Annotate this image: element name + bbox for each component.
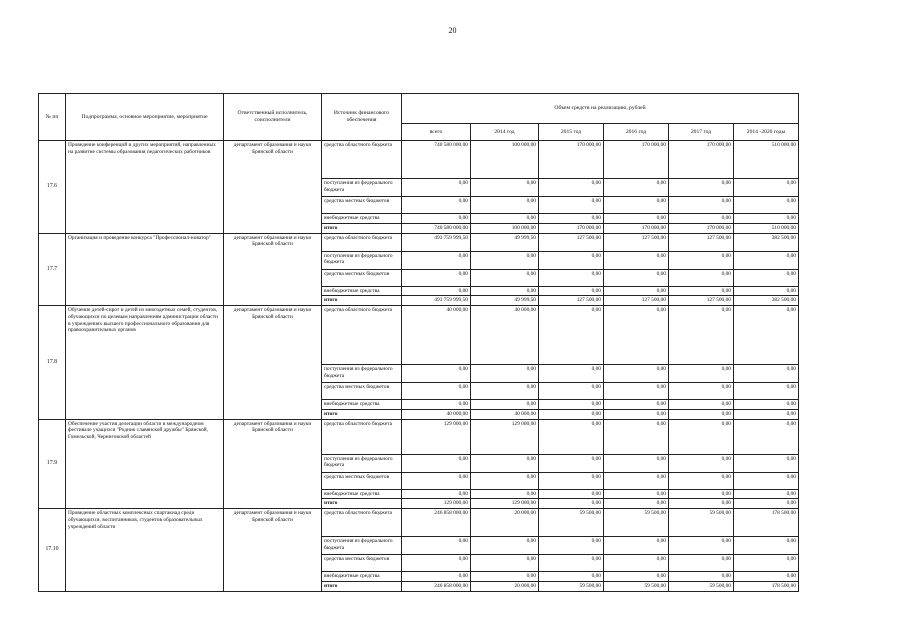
amount-cell: 0,00 <box>604 383 669 400</box>
header-year: 2015 год <box>539 124 604 141</box>
amount-cell: 0,00 <box>604 419 669 454</box>
amount-cell: 0,00 <box>471 572 539 582</box>
amount-cell: 0,00 <box>604 572 669 582</box>
amount-cell: 0,00 <box>604 499 669 509</box>
amount-cell: 0,00 <box>402 472 471 489</box>
amount-cell: 0,00 <box>402 251 471 269</box>
header-num: № пп <box>39 94 66 141</box>
amount-cell: 0,00 <box>734 365 799 383</box>
funding-source: внебюджетные средства <box>322 286 402 296</box>
amount-cell: 100 000,00 <box>471 223 539 233</box>
amount-cell: 0,00 <box>402 454 471 472</box>
amount-cell: 178 500,00 <box>734 509 799 537</box>
amount-cell: 0,00 <box>402 537 471 555</box>
amount-cell: 0,00 <box>734 197 799 214</box>
item-executor: департамент образования и науки Брянской области <box>224 509 322 592</box>
amount-cell: 59 500,00 <box>539 581 604 591</box>
amount-cell: 0,00 <box>402 269 471 286</box>
funding-source: средства местных бюджетов <box>322 269 402 286</box>
funding-source: поступления из федерального бюджета <box>322 179 402 197</box>
amount-cell: 382 500,00 <box>734 233 799 251</box>
budget-table <box>38 93 799 592</box>
amount-cell: 0,00 <box>539 286 604 296</box>
funding-source: итого <box>322 223 402 233</box>
amount-cell: 127 500,00 <box>604 296 669 306</box>
item-description: Проведение областных комплексных спартакиад среди обучающихся, воспитанников, студентов образовательных учреждений области <box>66 509 224 592</box>
amount-cell: 0,00 <box>402 179 471 197</box>
header-executor: Ответственный исполнитель, соисполнители <box>224 94 322 141</box>
amount-cell: 178 500,00 <box>734 581 799 591</box>
amount-cell: 510 000,00 <box>734 223 799 233</box>
amount-cell: 59 500,00 <box>604 581 669 591</box>
amount-cell: 0,00 <box>539 269 604 286</box>
amount-cell: 100 000,00 <box>471 141 539 179</box>
amount-cell: 0,00 <box>669 214 734 224</box>
amount-cell: 49 999,50 <box>471 233 539 251</box>
amount-cell: 0,00 <box>604 306 669 365</box>
amount-cell: 20 000,00 <box>471 581 539 591</box>
amount-cell: 0,00 <box>669 400 734 410</box>
item-executor: департамент образования и науки Брянской области <box>224 233 322 306</box>
amount-cell: 0,00 <box>734 419 799 454</box>
amount-cell: 246 858 000,00 <box>402 509 471 537</box>
amount-cell: 0,00 <box>539 472 604 489</box>
amount-cell: 129 000,00 <box>402 419 471 454</box>
amount-cell: 0,00 <box>471 555 539 572</box>
amount-cell: 0,00 <box>539 409 604 419</box>
table-body <box>39 141 799 592</box>
funding-source: средства местных бюджетов <box>322 383 402 400</box>
amount-cell: 170 000,00 <box>539 141 604 179</box>
amount-cell: 0,00 <box>402 197 471 214</box>
amount-cell: 0,00 <box>402 286 471 296</box>
amount-cell: 0,00 <box>669 286 734 296</box>
amount-cell: 40 000,00 <box>471 306 539 365</box>
amount-cell: 510 000,00 <box>734 141 799 179</box>
amount-cell: 0,00 <box>669 179 734 197</box>
amount-cell: 493 759 999,50 <box>402 296 471 306</box>
amount-cell: 0,00 <box>604 489 669 499</box>
amount-cell: 20 000,00 <box>471 509 539 537</box>
item-executor: департамент образования и науки Брянской области <box>224 141 322 234</box>
amount-cell: 0,00 <box>471 489 539 499</box>
amount-cell: 59 500,00 <box>669 509 734 537</box>
amount-cell: 170 000,00 <box>669 141 734 179</box>
amount-cell: 0,00 <box>539 419 604 454</box>
amount-cell: 0,00 <box>734 400 799 410</box>
amount-cell: 0,00 <box>669 409 734 419</box>
header-year: 2014 -2020 годы <box>734 124 799 141</box>
amount-cell: 0,00 <box>471 383 539 400</box>
amount-cell: 0,00 <box>402 572 471 582</box>
amount-cell: 0,00 <box>604 214 669 224</box>
table-row <box>39 233 799 251</box>
amount-cell: 0,00 <box>734 572 799 582</box>
amount-cell: 127 500,00 <box>604 233 669 251</box>
funding-source: внебюджетные средства <box>322 400 402 410</box>
amount-cell: 0,00 <box>669 419 734 454</box>
amount-cell: 493 759 999,50 <box>402 233 471 251</box>
item-description: Обеспечение участия делегации области в международном фестивале учащихся "Родник славянской дружбы" Брянской, Гомельской, Черниговской областей <box>66 419 224 509</box>
amount-cell: 0,00 <box>669 251 734 269</box>
funding-source: поступления из федерального бюджета <box>322 454 402 472</box>
amount-cell: 59 500,00 <box>604 509 669 537</box>
amount-cell: 0,00 <box>604 179 669 197</box>
funding-source: внебюджетные средства <box>322 572 402 582</box>
header-source: Источник финансового обеспечения <box>322 94 402 141</box>
header-year: 2014 год <box>471 124 539 141</box>
funding-source: поступления из федерального бюджета <box>322 251 402 269</box>
amount-cell: 0,00 <box>604 251 669 269</box>
item-number: 17.9 <box>39 419 66 509</box>
amount-cell: 0,00 <box>471 400 539 410</box>
funding-source: итого <box>322 296 402 306</box>
amount-cell: 0,00 <box>734 286 799 296</box>
amount-cell: 0,00 <box>734 489 799 499</box>
item-number: 17.10 <box>39 509 66 592</box>
header-year: всего <box>402 124 471 141</box>
item-description: Обучение детей-сирот и детей из многодетных семей, студентов, обучающихся по целевым направлениям администрации области в учреждениях высшего профессионального образования для правоохранительных органов <box>66 306 224 420</box>
amount-cell: 0,00 <box>669 499 734 509</box>
amount-cell: 0,00 <box>471 214 539 224</box>
table-row <box>39 141 799 179</box>
amount-cell: 0,00 <box>734 269 799 286</box>
amount-cell: 0,00 <box>604 365 669 383</box>
amount-cell: 170 000,00 <box>604 141 669 179</box>
amount-cell: 0,00 <box>539 454 604 472</box>
amount-cell: 0,00 <box>734 499 799 509</box>
amount-cell: 127 500,00 <box>539 296 604 306</box>
amount-cell: 0,00 <box>539 537 604 555</box>
amount-cell: 129 000,00 <box>402 499 471 509</box>
table-row <box>39 509 799 537</box>
item-executor: департамент образования и науки Брянской области <box>224 306 322 420</box>
funding-source: средства областного бюджета <box>322 509 402 537</box>
funding-source: внебюджетные средства <box>322 214 402 224</box>
amount-cell: 0,00 <box>734 409 799 419</box>
item-number: 17.6 <box>39 141 66 234</box>
funding-source: средства местных бюджетов <box>322 555 402 572</box>
funding-source: поступления из федерального бюджета <box>322 365 402 383</box>
amount-cell: 0,00 <box>539 499 604 509</box>
table-row <box>39 306 799 365</box>
amount-cell: 0,00 <box>539 251 604 269</box>
funding-source: средства областного бюджета <box>322 233 402 251</box>
amount-cell: 0,00 <box>402 383 471 400</box>
amount-cell: 0,00 <box>402 400 471 410</box>
item-number: 17.7 <box>39 233 66 306</box>
amount-cell: 0,00 <box>604 555 669 572</box>
amount-cell: 0,00 <box>734 214 799 224</box>
amount-cell: 40 000,00 <box>402 409 471 419</box>
amount-cell: 0,00 <box>539 197 604 214</box>
amount-cell: 0,00 <box>539 400 604 410</box>
amount-cell: 0,00 <box>734 555 799 572</box>
amount-cell: 129 000,00 <box>471 499 539 509</box>
amount-cell: 0,00 <box>604 269 669 286</box>
item-description: Организация и проведение конкурса "Профессионал-новатор" <box>66 233 224 306</box>
amount-cell: 0,00 <box>402 214 471 224</box>
funding-source: внебюджетные средства <box>322 489 402 499</box>
amount-cell: 0,00 <box>604 286 669 296</box>
amount-cell: 0,00 <box>471 269 539 286</box>
item-number: 17.8 <box>39 306 66 420</box>
amount-cell: 0,00 <box>539 179 604 197</box>
amount-cell: 0,00 <box>734 472 799 489</box>
amount-cell: 0,00 <box>604 537 669 555</box>
amount-cell: 0,00 <box>539 214 604 224</box>
amount-cell: 0,00 <box>539 383 604 400</box>
amount-cell: 0,00 <box>471 537 539 555</box>
amount-cell: 0,00 <box>539 572 604 582</box>
amount-cell: 0,00 <box>471 197 539 214</box>
item-description: Проведение конференций и других мероприятий, направленных на развитие системы образования педагогических работников <box>66 141 224 234</box>
amount-cell: 0,00 <box>669 572 734 582</box>
amount-cell: 0,00 <box>669 489 734 499</box>
amount-cell: 59 500,00 <box>669 581 734 591</box>
amount-cell: 0,00 <box>669 537 734 555</box>
page-number: 20 <box>448 26 457 35</box>
amount-cell: 0,00 <box>471 454 539 472</box>
funding-source: итого <box>322 499 402 509</box>
amount-cell: 0,00 <box>669 365 734 383</box>
amount-cell: 40 000,00 <box>471 409 539 419</box>
amount-cell: 0,00 <box>669 454 734 472</box>
amount-cell: 0,00 <box>471 286 539 296</box>
funding-source: средства местных бюджетов <box>322 197 402 214</box>
amount-cell: 0,00 <box>402 365 471 383</box>
amount-cell: 127 500,00 <box>539 233 604 251</box>
amount-cell: 49 999,50 <box>471 296 539 306</box>
amount-cell: 0,00 <box>734 383 799 400</box>
amount-cell: 0,00 <box>471 179 539 197</box>
amount-cell: 127 500,00 <box>669 233 734 251</box>
amount-cell: 127 500,00 <box>669 296 734 306</box>
amount-cell: 0,00 <box>402 489 471 499</box>
amount-cell: 170 000,00 <box>669 223 734 233</box>
amount-cell: 170 000,00 <box>604 223 669 233</box>
amount-cell: 740 580 000,00 <box>402 141 471 179</box>
amount-cell: 0,00 <box>669 306 734 365</box>
amount-cell: 0,00 <box>734 454 799 472</box>
funding-source: поступления из федерального бюджета <box>322 537 402 555</box>
item-executor: департамент образования и науки Брянской области <box>224 419 322 509</box>
amount-cell: 246 858 000,00 <box>402 581 471 591</box>
amount-cell: 0,00 <box>471 251 539 269</box>
amount-cell: 0,00 <box>539 306 604 365</box>
amount-cell: 129 000,00 <box>471 419 539 454</box>
funding-source: средства областного бюджета <box>322 306 402 365</box>
amount-cell: 0,00 <box>539 489 604 499</box>
funding-source: средства областного бюджета <box>322 141 402 179</box>
funding-source: средства областного бюджета <box>322 419 402 454</box>
amount-cell: 59 500,00 <box>539 509 604 537</box>
amount-cell: 0,00 <box>734 537 799 555</box>
amount-cell: 0,00 <box>669 383 734 400</box>
header-volume: Объем средств на реализацию, рублей <box>402 94 799 124</box>
amount-cell: 0,00 <box>734 179 799 197</box>
amount-cell: 0,00 <box>604 400 669 410</box>
header-year: 2016 год <box>604 124 669 141</box>
amount-cell: 0,00 <box>734 251 799 269</box>
amount-cell: 0,00 <box>604 197 669 214</box>
amount-cell: 0,00 <box>471 472 539 489</box>
amount-cell: 0,00 <box>604 409 669 419</box>
amount-cell: 0,00 <box>471 365 539 383</box>
header-program: Подпрограмма, основное мероприятие, мероприятие <box>66 94 224 141</box>
amount-cell: 0,00 <box>604 454 669 472</box>
amount-cell: 170 000,00 <box>539 223 604 233</box>
table-row <box>39 419 799 454</box>
amount-cell: 40 000,00 <box>402 306 471 365</box>
amount-cell: 0,00 <box>604 472 669 489</box>
amount-cell: 740 580 000,00 <box>402 223 471 233</box>
header-year: 2017 год <box>669 124 734 141</box>
amount-cell: 0,00 <box>539 555 604 572</box>
amount-cell: 0,00 <box>734 306 799 365</box>
funding-source: итого <box>322 409 402 419</box>
amount-cell: 0,00 <box>669 472 734 489</box>
funding-source: итого <box>322 581 402 591</box>
amount-cell: 0,00 <box>669 197 734 214</box>
amount-cell: 0,00 <box>669 555 734 572</box>
amount-cell: 0,00 <box>402 555 471 572</box>
amount-cell: 0,00 <box>669 269 734 286</box>
funding-source: средства местных бюджетов <box>322 472 402 489</box>
amount-cell: 382 500,00 <box>734 296 799 306</box>
amount-cell: 0,00 <box>539 365 604 383</box>
